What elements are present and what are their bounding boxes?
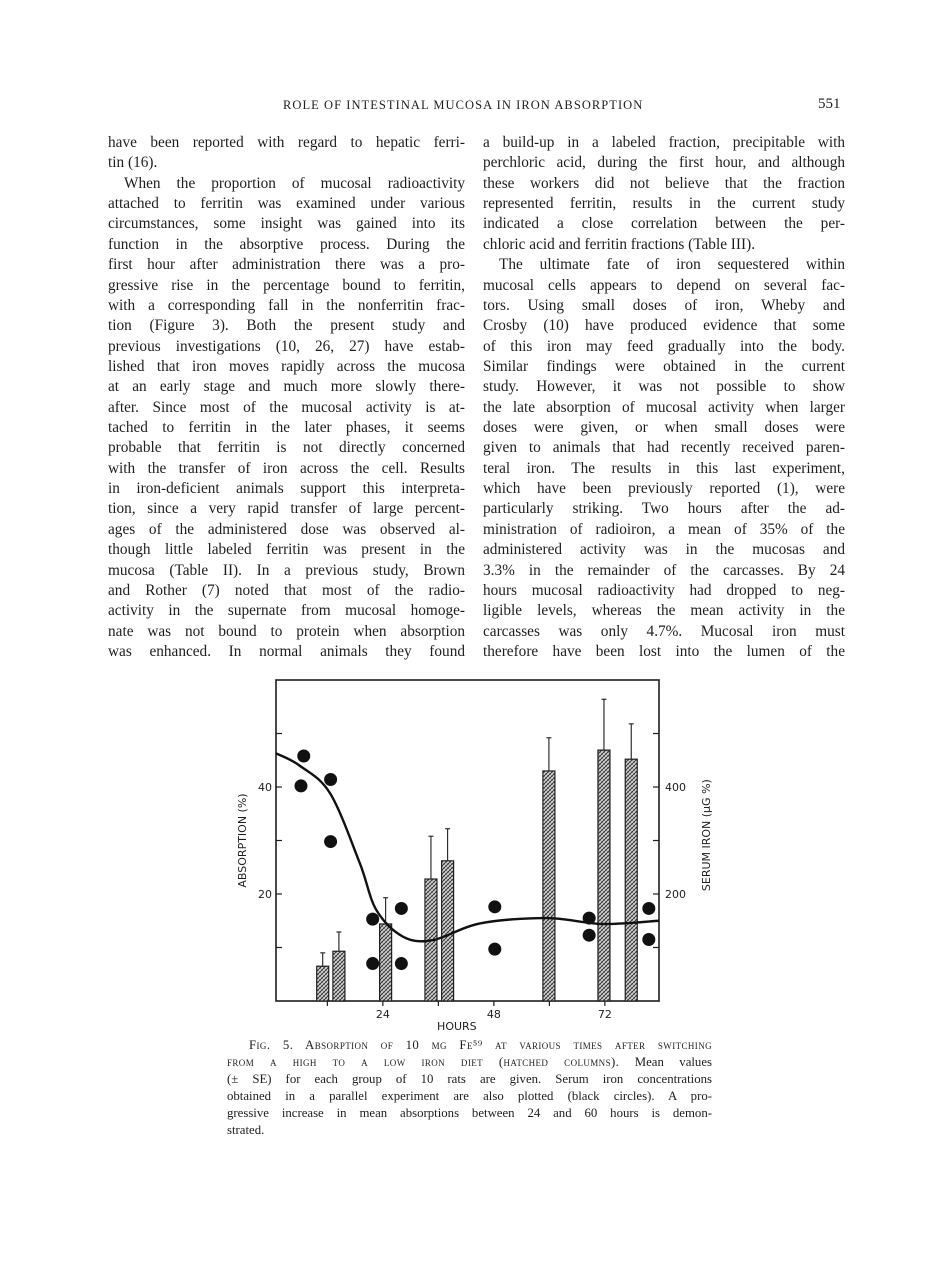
serum-iron-point (324, 835, 337, 848)
y2-tick-label: 200 (665, 888, 686, 901)
caption-smallcaps: from a high to a low iron diet (hatched columns). (227, 1055, 620, 1069)
text-line: in iron-deficient animals support this interpreta- (108, 480, 465, 498)
figure-caption (227, 1037, 712, 1139)
text-line: represented ferritin, results in the current study (483, 195, 845, 213)
caption-line (227, 1037, 712, 1054)
text-line: indicated a close correlation between the per- (483, 215, 845, 233)
serum-iron-point (297, 749, 310, 762)
text-line: first hour after administration there was a pro- (108, 256, 465, 274)
caption-text: strated. (227, 1123, 265, 1137)
text-line: ministration of radioiron, a mean of 35% of the (483, 520, 845, 538)
absorption-bar (333, 951, 345, 1001)
x-tick-label: 48 (486, 1008, 501, 1021)
y2-axis-label: SERUM IRON (μG %) (700, 779, 713, 892)
serum-iron-point (583, 912, 596, 925)
text-line: gressive rise in the percentage bound to ferritin, (108, 276, 465, 294)
text-line: particularly striking. Two hours after the ad- (483, 500, 845, 518)
serum-iron-point (642, 902, 655, 915)
serum-iron-point (395, 957, 408, 970)
y-axis-label: ABSORPTION (%) (236, 793, 249, 888)
absorption-bar (317, 966, 329, 1001)
text-line: which have been previously reported (1), were (483, 480, 845, 498)
text-line: chloric acid and ferritin fractions (Table III). (483, 235, 756, 253)
right-text-column (483, 133, 845, 662)
absorption-bar (380, 924, 392, 1001)
text-line: probable that ferritin is not directly concerned (108, 439, 465, 457)
figure-5-chart (220, 670, 720, 1050)
text-line: ligible levels, whereas the mean activity in the (483, 602, 845, 620)
text-line: previous investigations (10, 26, 27) have estab- (108, 337, 465, 355)
text-line: 3.3% in the remainder of the carcasses. By 24 (483, 561, 845, 579)
x-tick-label: 72 (597, 1008, 612, 1021)
caption-line (227, 1122, 712, 1139)
text-line: after. Since most of the mucosal activity is at- (108, 398, 465, 416)
text-line: therefore have been lost into the lumen of the (483, 642, 845, 660)
text-line: Crosby (10) have produced evidence that some (483, 317, 845, 335)
text-line: ages of the administered dose was observed al- (108, 520, 465, 538)
text-line: tin (16). (108, 154, 158, 172)
text-line: was enhanced. In normal animals they found (108, 642, 465, 660)
text-line: the late absorption of mucosal activity when larger (483, 398, 845, 416)
text-line: function in the absorptive process. During the (108, 235, 465, 253)
text-line: these workers did not believe that the fraction (483, 174, 845, 192)
text-line: attached to ferritin was examined under various (108, 195, 465, 213)
text-line: though little labeled ferritin was present in the (108, 541, 465, 559)
text-line: tion (Figure 3). Both the present study and (108, 317, 465, 335)
caption-line (227, 1071, 712, 1088)
caption-text: (± SE) for each group of 10 rats are given. Serum iron concentrations (227, 1072, 712, 1086)
serum-iron-point (366, 913, 379, 926)
serum-iron-point (324, 773, 337, 786)
text-line: The ultimate fate of iron sequestered within (499, 256, 845, 274)
text-line: carcasses was only 4.7%. Mucosal iron must (483, 622, 845, 640)
y2-tick-label: 400 (665, 781, 686, 794)
text-line: mucosa (Table II). In a previous study, Brown (108, 561, 465, 579)
text-line: circumstances, some insight was gained into its (108, 215, 465, 233)
absorption-bar (442, 861, 454, 1001)
text-line: study. However, it was not possible to show (483, 378, 845, 396)
caption-smallcaps: Fig. 5. Absorption of 10 μg Fe⁵⁹ at various times after switching (249, 1038, 712, 1052)
y-tick-label: 20 (258, 888, 272, 901)
serum-iron-point (366, 957, 379, 970)
absorption-bar (598, 750, 610, 1001)
caption-text: obtained in a parallel experiment are also plotted (black circles). A pro- (227, 1089, 712, 1103)
text-line: lished that iron moves rapidly across the mucosa (108, 357, 465, 375)
y-tick-label: 40 (258, 781, 272, 794)
text-line: administered activity was in the mucosas and (483, 541, 845, 559)
serum-iron-point (395, 902, 408, 915)
text-line: teral iron. The results in this last experiment, (483, 459, 845, 477)
caption-line (227, 1088, 712, 1105)
serum-iron-point (488, 943, 501, 956)
absorption-bar (543, 771, 555, 1001)
text-line: tion, since a very rapid transfer of large percent- (108, 500, 465, 518)
running-title: ROLE OF INTESTINAL MUCOSA IN IRON ABSORPTION (283, 98, 644, 112)
caption-line (227, 1054, 712, 1071)
serum-iron-point (488, 900, 501, 913)
x-tick-label: 24 (375, 1008, 390, 1021)
text-line: Similar findings were obtained in the current (483, 357, 845, 375)
page-number: 551 (818, 96, 841, 112)
text-line: activity in the supernate from mucosal homoge- (108, 602, 465, 620)
text-line: tors. Using small doses of iron, Wheby and (483, 296, 845, 314)
text-line: perchloric acid, during the first hour, and although (483, 154, 845, 172)
text-line: with the transfer of iron across the cell. Results (108, 459, 465, 477)
absorption-bar (625, 759, 637, 1001)
text-line: with a corresponding fall in the nonferritin frac- (108, 296, 465, 314)
text-line: When the proportion of mucosal radioactivity (124, 174, 465, 192)
text-line: and Rother (7) noted that most of the radio- (108, 581, 465, 599)
text-line: nate was not bound to protein when absorption (108, 622, 465, 640)
caption-text: Mean values (619, 1055, 712, 1069)
caption-line (227, 1105, 712, 1122)
text-line: a build-up in a labeled fraction, precipitable with (483, 134, 845, 151)
serum-iron-point (583, 929, 596, 942)
text-line: of this iron may feed gradually into the body. (483, 337, 845, 355)
text-line: have been reported with regard to hepatic ferri- (108, 134, 465, 151)
text-line: given to animals that had recently received paren- (483, 439, 845, 457)
serum-iron-point (294, 779, 307, 792)
left-text-column (108, 133, 465, 662)
text-line: at an early stage and much more slowly there- (108, 378, 465, 396)
x-axis-label: HOURS (437, 1020, 477, 1033)
text-line: mucosal cells appears to depend on several fac- (483, 276, 845, 294)
text-line: doses were given, or when small doses were (483, 419, 845, 437)
caption-text: gressive increase in mean absorptions between 24 and 60 hours is demon- (227, 1106, 712, 1120)
text-line: tached to ferritin in the later phases, it seems (108, 419, 465, 437)
serum-iron-point (642, 933, 655, 946)
text-line: hours mucosal radioactivity had dropped to neg- (483, 581, 845, 599)
